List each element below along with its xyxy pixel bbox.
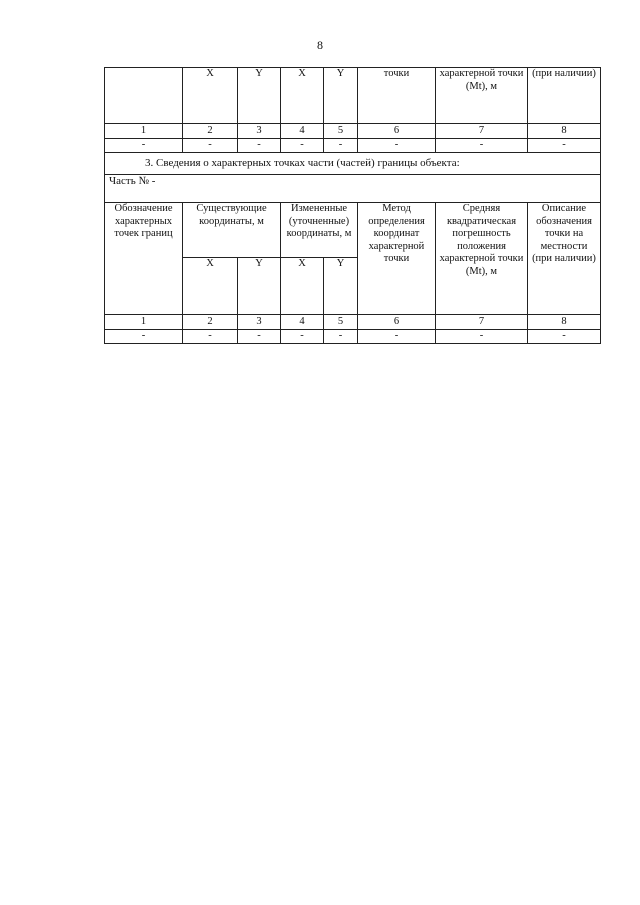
top-header-cell: точки [358, 68, 436, 124]
subheader-y: Y [324, 258, 358, 315]
column-number-row [105, 315, 601, 330]
header-description: Описание обозначения точки на местности (при наличии) [528, 203, 601, 315]
data-cell: - [238, 139, 281, 153]
column-number-cell: 2 [183, 124, 238, 139]
column-number-cell: 6 [358, 315, 436, 330]
data-cell: - [105, 330, 183, 344]
data-cell: - [358, 139, 436, 153]
top-header-row [105, 68, 601, 124]
top-header-cell: Y [238, 68, 281, 124]
data-cell: - [281, 330, 324, 344]
subheader-x: X [281, 258, 324, 315]
top-table [104, 67, 601, 203]
top-header-cell [105, 68, 183, 124]
column-number-cell: 3 [238, 124, 281, 139]
boundary-points-table [104, 202, 601, 344]
header-method: Метод определения координат характерной точки [358, 203, 436, 315]
top-header-cell: характерной точки (Mt), м [436, 68, 528, 124]
column-number-cell: 3 [238, 315, 281, 330]
data-cell: - [528, 139, 601, 153]
part-label: Часть № - [105, 174, 601, 202]
header-mean-error: Средняя квадратическая погрешность положения характерной точки (Mt), м [436, 203, 528, 315]
column-number-cell: 5 [324, 315, 358, 330]
column-number-cell: 6 [358, 124, 436, 139]
column-number-cell: 8 [528, 124, 601, 139]
column-number-cell: 7 [436, 124, 528, 139]
column-number-cell: 4 [281, 315, 324, 330]
header-existing-coords: Существующие координаты, м [183, 203, 281, 258]
top-header-cell: Y [324, 68, 358, 124]
top-header-cell: X [183, 68, 238, 124]
subheader-x: X [183, 258, 238, 315]
data-cell: - [281, 139, 324, 153]
data-cell: - [436, 139, 528, 153]
top-number-row [105, 124, 601, 139]
data-cell: - [183, 330, 238, 344]
subheader-y: Y [238, 258, 281, 315]
column-number-cell: 4 [281, 124, 324, 139]
table-row [105, 330, 601, 344]
data-cell: - [324, 139, 358, 153]
header-changed-coords: Измененные (уточненные) координаты, м [281, 203, 358, 258]
column-number-cell: 1 [105, 124, 183, 139]
page-number: 8 [317, 38, 323, 52]
part-row [105, 174, 601, 202]
column-number-cell: 5 [324, 124, 358, 139]
column-number-cell: 7 [436, 315, 528, 330]
column-number-cell: 1 [105, 315, 183, 330]
top-data-row [105, 139, 601, 153]
top-header-cell: X [281, 68, 324, 124]
data-cell: - [358, 330, 436, 344]
column-number-cell: 8 [528, 315, 601, 330]
data-cell: - [183, 139, 238, 153]
table-header-row [105, 203, 601, 258]
data-cell: - [324, 330, 358, 344]
data-cell: - [105, 139, 183, 153]
data-cell: - [436, 330, 528, 344]
header-designation: Обозначение характерных точек границ [105, 203, 183, 315]
top-header-cell: (при наличии) [528, 68, 601, 124]
section3-title-row [105, 152, 601, 174]
data-cell: - [238, 330, 281, 344]
section3-title: 3. Сведения о характерных точках части (частей) границы объекта: [105, 152, 601, 174]
data-cell: - [528, 330, 601, 344]
column-number-cell: 2 [183, 315, 238, 330]
